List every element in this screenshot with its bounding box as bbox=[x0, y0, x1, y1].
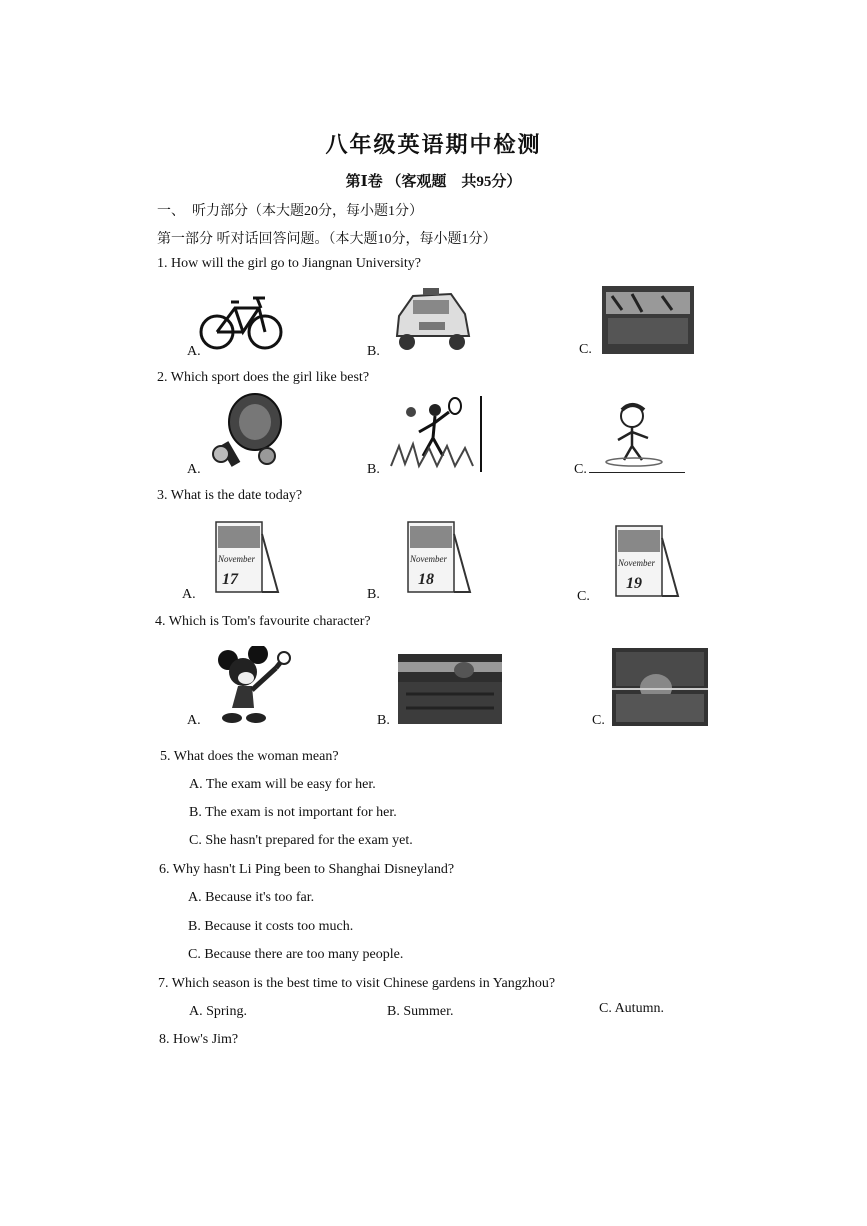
question-5: 5. What does the woman mean? bbox=[160, 749, 339, 764]
calendar-day: 18 bbox=[418, 571, 434, 588]
part-heading: 第一部分 听对话回答问题。（本大题10分，每小题1分） bbox=[157, 232, 497, 247]
option-label-a: A. bbox=[187, 462, 201, 477]
calendar-month: November bbox=[410, 554, 447, 564]
option-a: A. The exam will be easy for her. bbox=[189, 777, 376, 792]
option-label-a: A. bbox=[187, 713, 201, 728]
tennis-icon bbox=[389, 396, 483, 472]
calendar-month: November bbox=[618, 558, 655, 568]
option-c: C. Autumn. bbox=[599, 1001, 664, 1016]
question-2: 2. Which sport does the girl like best? bbox=[157, 370, 370, 385]
calendar-icon bbox=[212, 514, 282, 596]
mickey-mouse-icon bbox=[216, 646, 294, 726]
option-label-a: A. bbox=[182, 587, 196, 602]
option-b: B. Because it costs too much. bbox=[188, 919, 354, 934]
character-photo-icon bbox=[612, 648, 708, 726]
option-label-b: B. bbox=[367, 587, 380, 602]
option-a: A. Because it's too far. bbox=[188, 890, 315, 905]
character-photo-icon bbox=[398, 654, 502, 724]
question-6: 6. Why hasn't Li Ping been to Shanghai Disneyland? bbox=[159, 862, 455, 877]
question-3: 3. What is the date today? bbox=[157, 488, 303, 503]
option-b: B. Summer. bbox=[387, 1004, 454, 1019]
paper-subtitle: 第Ⅰ卷 （客观题 共95分） bbox=[345, 174, 522, 190]
option-b: B. The exam is not important for her. bbox=[189, 805, 397, 820]
option-label-b: B. bbox=[367, 344, 380, 359]
page-title: 八年级英语期中检测 bbox=[325, 132, 542, 157]
bicycle-icon bbox=[199, 286, 285, 354]
question-8: 8. How's Jim? bbox=[159, 1032, 239, 1047]
option-label-c: C. bbox=[574, 462, 685, 478]
question-4: 4. Which is Tom's favourite character? bbox=[155, 614, 371, 629]
calendar-day: 17 bbox=[222, 571, 238, 588]
calendar-icon bbox=[612, 518, 682, 600]
option-label-b: B. bbox=[377, 713, 390, 728]
calendar-icon bbox=[404, 514, 474, 596]
skipping-icon bbox=[602, 402, 672, 468]
option-label-c: C. bbox=[592, 713, 605, 728]
section-heading: 一、 听力部分（本大题20分，每小题1分） bbox=[157, 204, 423, 219]
question-7: 7. Which season is the best time to visit Chinese gardens in Yangzhou? bbox=[158, 976, 556, 991]
option-label-a: A. bbox=[187, 344, 201, 359]
calendar-day: 19 bbox=[626, 575, 642, 592]
question-1: 1. How will the girl go to Jiangnan University? bbox=[157, 256, 422, 271]
option-c: C. She hasn't prepared for the exam yet. bbox=[189, 833, 413, 848]
option-label-b: B. bbox=[367, 462, 380, 477]
option-a: A. Spring. bbox=[189, 1004, 247, 1019]
option-label-c: C. bbox=[579, 342, 592, 357]
calendar-month: November bbox=[218, 554, 255, 564]
ping-pong-icon bbox=[205, 392, 285, 470]
option-c: C. Because there are too many people. bbox=[188, 947, 404, 962]
bus-icon bbox=[602, 286, 694, 354]
option-label-c: C. bbox=[577, 589, 590, 604]
taxi-icon bbox=[389, 286, 475, 354]
